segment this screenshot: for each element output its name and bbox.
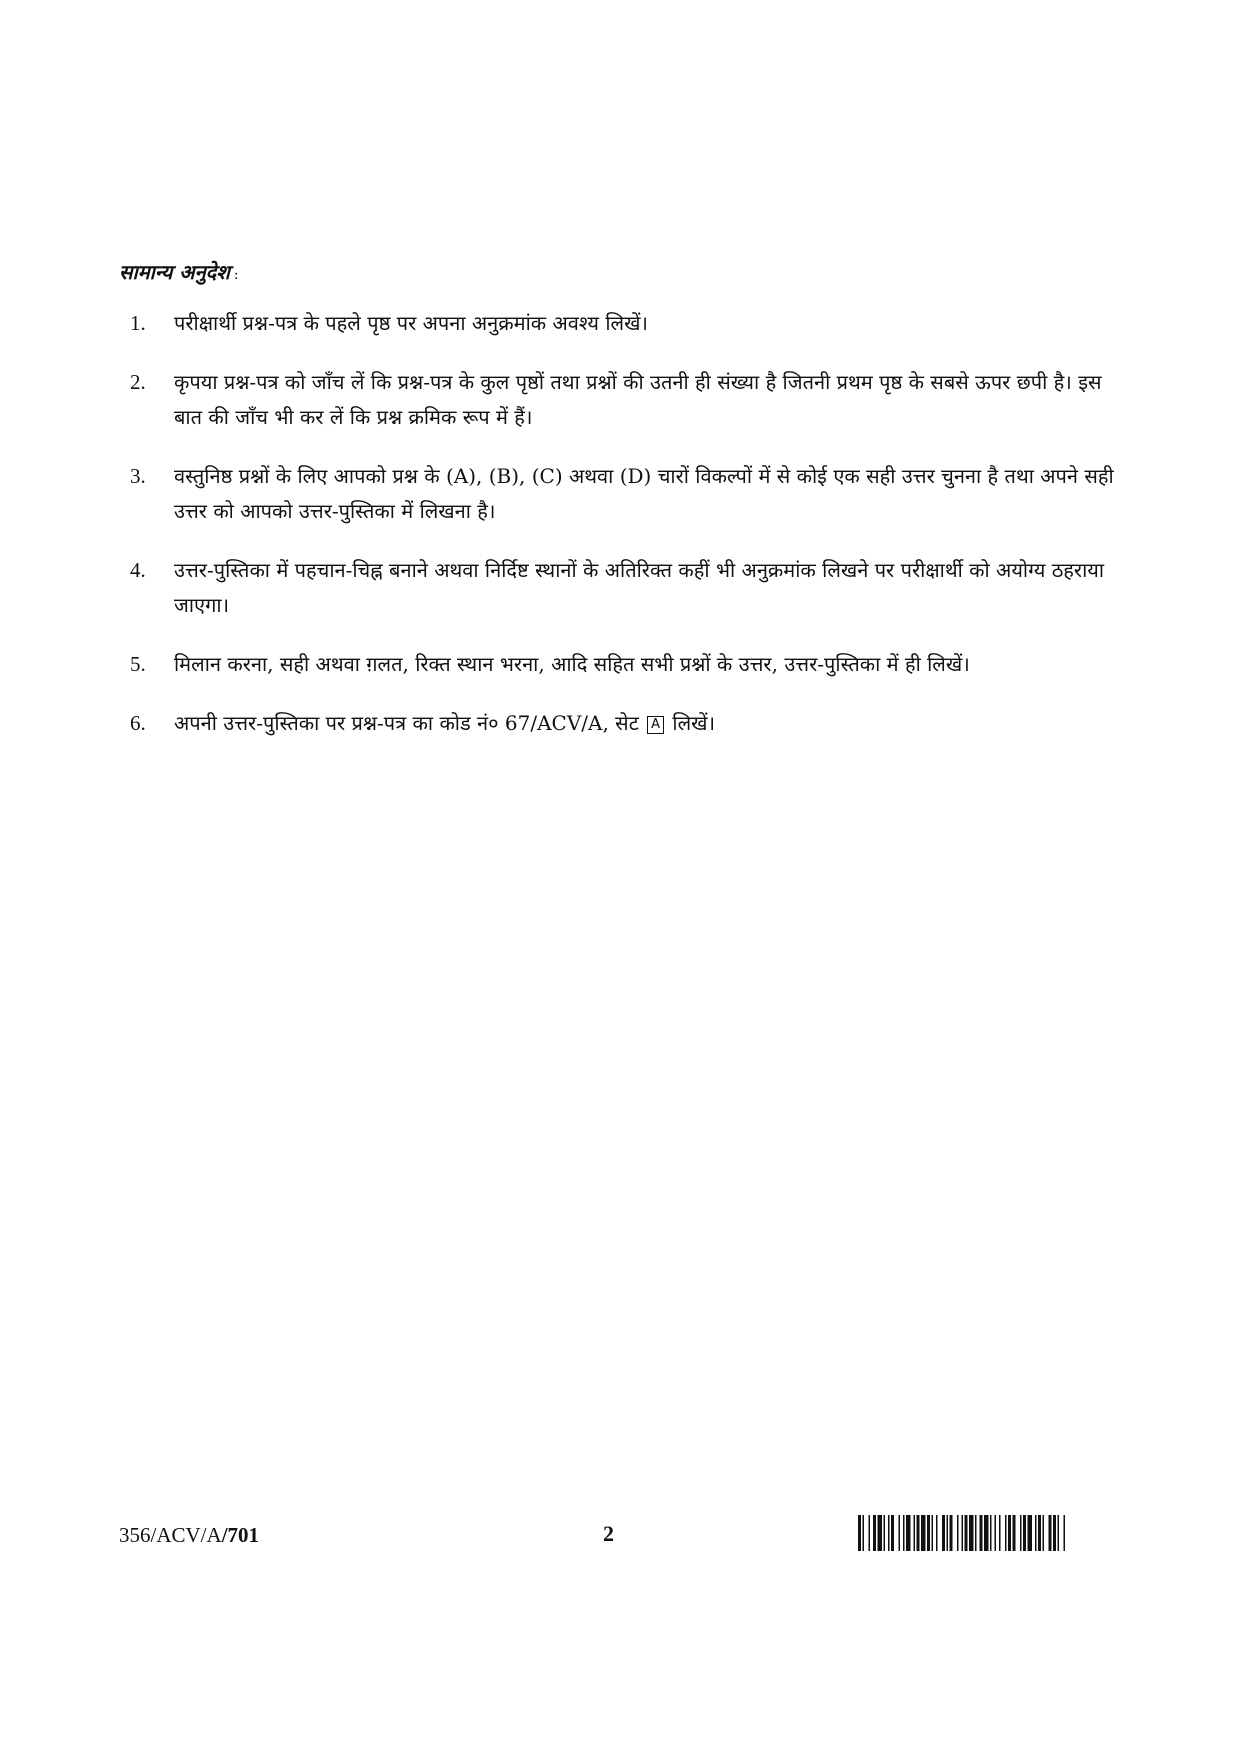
barcode-bar bbox=[884, 1515, 886, 1551]
heading-title: सामान्य अनुदेश bbox=[119, 260, 230, 284]
instruction-text: उत्तर-पुस्तिका में पहचान-चिह्न बनाने अथवा निर्दिष्ट स्थानों के अतिरिक्त कहीं भी अनुक्रमांक लिखने पर परीक्षार्थी को अयोग्य ठहराया जाएगा। bbox=[174, 558, 1105, 617]
barcode-bar bbox=[942, 1515, 945, 1551]
barcode-bar bbox=[891, 1515, 894, 1551]
barcode-image bbox=[858, 1515, 1120, 1551]
barcode-bar bbox=[1038, 1515, 1041, 1551]
barcode-bar bbox=[878, 1515, 883, 1551]
barcode-bar bbox=[869, 1515, 871, 1551]
barcode-bar bbox=[950, 1515, 953, 1551]
barcode-bar bbox=[999, 1515, 1001, 1551]
instruction-item-6 bbox=[130, 706, 1130, 741]
instruction-text: मिलान करना, सही अथवा ग़लत, रिक्त स्थान भरना, आदि सहित सभी प्रश्नों के उत्तर, उत्तर-पुस्तिका में ही लिखें। bbox=[174, 652, 970, 676]
barcode-bar bbox=[1028, 1515, 1033, 1551]
instruction-text-after: लिखें। bbox=[672, 711, 716, 735]
barcode-bar bbox=[984, 1515, 989, 1551]
barcode-bar bbox=[936, 1515, 938, 1551]
barcode-bar bbox=[1013, 1515, 1016, 1551]
paper-code bbox=[119, 1523, 259, 1548]
instruction-text-before: अपनी उत्तर-पुस्तिका पर प्रश्न-पत्र का कोड नं० 67/ACV/A, सेट bbox=[174, 711, 639, 735]
barcode-bar bbox=[1043, 1515, 1045, 1551]
barcode-bar bbox=[1058, 1515, 1060, 1551]
barcode-bar bbox=[921, 1515, 926, 1551]
barcode-bar bbox=[1049, 1515, 1052, 1551]
barcode-bar bbox=[1053, 1515, 1056, 1551]
instruction-item-1 bbox=[130, 306, 1130, 341]
set-code-box: A bbox=[647, 716, 664, 734]
paper-code-prefix: 356/ACV/A bbox=[119, 1523, 222, 1547]
instruction-text: वस्तुनिष्ठ प्रश्नों के लिए आपको प्रश्न के (A), (B), (C) अथवा (D) चारों विकल्पों में से कोई एक सही उत्तर चुनना है तथा अपने सही उत्तर को आपको उत्तर-पुस्तिका में लिखना है। bbox=[174, 464, 1114, 523]
barcode-bar bbox=[995, 1515, 997, 1551]
instructions-heading bbox=[119, 258, 239, 285]
instruction-text bbox=[174, 706, 1130, 741]
barcode-bar bbox=[914, 1515, 916, 1551]
instruction-text: परीक्षार्थी प्रश्न-पत्र के पहले पृष्ठ पर अपना अनुक्रमांक अवश्य लिखें। bbox=[174, 311, 649, 335]
page-number: 2 bbox=[603, 1521, 614, 1546]
barcode-bar bbox=[1023, 1515, 1026, 1551]
instruction-item-3 bbox=[130, 459, 1130, 529]
instruction-item-2 bbox=[130, 365, 1130, 435]
instructions-list bbox=[130, 306, 1130, 765]
heading-colon: : bbox=[233, 267, 239, 283]
instruction-item-4 bbox=[130, 553, 1130, 623]
barcode-bar bbox=[1005, 1515, 1007, 1551]
paper-code-suffix: /701 bbox=[221, 1523, 260, 1547]
barcode-bar bbox=[888, 1515, 890, 1551]
barcode-bar bbox=[1020, 1515, 1022, 1551]
barcode-bar bbox=[1035, 1515, 1037, 1551]
barcode-bar bbox=[962, 1515, 964, 1551]
instruction-number: 2. bbox=[130, 370, 146, 394]
barcode-bar bbox=[1008, 1515, 1011, 1551]
barcode-bar bbox=[917, 1515, 920, 1551]
instruction-number: 5. bbox=[130, 652, 146, 676]
instruction-number: 3. bbox=[130, 464, 146, 488]
barcode-bar bbox=[927, 1515, 930, 1551]
barcode-bar bbox=[899, 1515, 901, 1551]
barcode-bar bbox=[990, 1515, 992, 1551]
barcode-bar bbox=[980, 1515, 983, 1551]
barcode-bar bbox=[932, 1515, 934, 1551]
barcode-bar bbox=[969, 1515, 974, 1551]
instruction-number: 1. bbox=[130, 311, 146, 335]
instruction-number: 4. bbox=[130, 558, 146, 582]
barcode-bar bbox=[947, 1515, 949, 1551]
instruction-text: कृपया प्रश्न-पत्र को जाँच लें कि प्रश्न-पत्र के कुल पृष्ठों तथा प्रश्नों की उतनी ही संख्या है जितनी प्रथम पृष्ठ के सबसे ऊपर छपी है। इस बात की जाँच भी कर लें कि प्रश्न क्रमिक रूप में हैं। bbox=[174, 370, 1102, 429]
barcode-bar bbox=[863, 1515, 865, 1551]
barcode-bar bbox=[903, 1515, 905, 1551]
barcode-bar bbox=[1064, 1515, 1066, 1551]
barcode-bar bbox=[957, 1515, 959, 1551]
instruction-number: 6. bbox=[130, 711, 146, 735]
barcode-bar bbox=[906, 1515, 911, 1551]
barcode-bar bbox=[975, 1515, 977, 1551]
barcode-bar bbox=[873, 1515, 876, 1551]
barcode-bar bbox=[858, 1515, 861, 1551]
barcode-bar bbox=[965, 1515, 968, 1551]
instruction-item-5 bbox=[130, 647, 1130, 682]
